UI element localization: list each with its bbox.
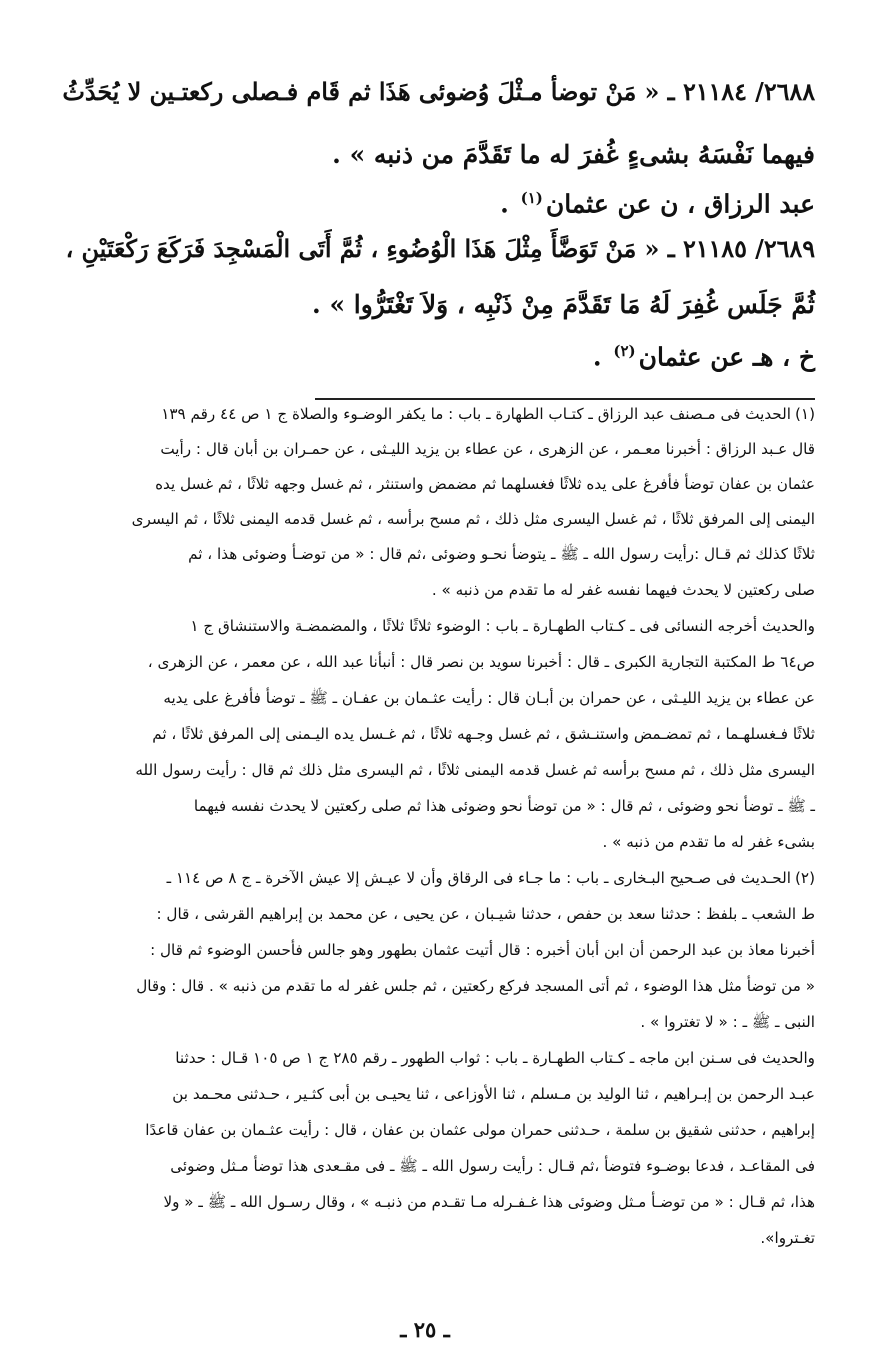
hadith-2689-source: خ ، هـ عن عثمان$^{(٢)}$ .: [592, 342, 815, 372]
footnote-line: أخبرنا معاذ بن عبد الرحمن أن ابن أبان أخبره : قال أتيت عثمان بطهور وهو جالس فأحسن الوضوء ثم قال :: [150, 941, 815, 959]
footnote-line: اليمنى إلى المرفق ثلاثًا ، ثم غسل اليسرى مثل ذلك ، ثم مسح برأسه ، ثم غسل قدمه اليمنى ثلاثًا ، ثم اليسرى: [131, 510, 815, 528]
footnote-line: ط الشعب ـ بلفظ : حدثنا سعد بن حفص ، حدثنا شيـبان ، عن يحيى ، عن محمد بن إبراهيم القرشى ، قال :: [156, 905, 815, 923]
hadith-2688-line-2: فيهما نَفْسَهُ بشىءٍ غُفرَ له ما تَقَدَّمَ من ذنبه » .: [332, 140, 815, 169]
hadith-2689-line-2: ثُمَّ جَلَس غُفِرَ لَهُ مَا تَقَدَّمَ مِنْ ذَنْبِه ، وَلاَ تَغْتَرُّوا » .: [312, 290, 815, 319]
footnote-line: فى المقاعـد ، فدعا بوضـوء فتوضأ ،ثم قـال : رأيت رسول الله ـ ﷺ ـ فى مقـعدى هذا توضأ مـثل وضوئى: [170, 1157, 815, 1175]
footnote-1-number: (١): [794, 405, 815, 423]
hadith-2689-source-text: خ ، هـ عن عثمان: [638, 342, 815, 372]
footnote-line: النبى ـ ﷺ ـ : « لا تغتروا » .: [640, 1013, 815, 1031]
footnote-line: والحديث أخرجه النسائى فى ـ كـتاب الطهـارة ـ باب : الوضوء ثلاثًا ثلاثًا ، والمضمضـة والاستنشاق ج ١: [190, 617, 815, 635]
footnote-separator: [315, 398, 815, 400]
footnote-1-line-1: [45, 405, 815, 424]
hadith-2688-source-text: عبد الرزاق ، ن عن عثمان: [545, 189, 815, 219]
footnote-line: ص٦٤ ط المكتبة التجارية الكبرى ـ قال : أخبرنا سويد بن نصر قال : أنبأنا عبد الله ، عن معمر ، عن الزهرى ،: [147, 653, 815, 671]
footnote-2-text: الحـديث فى صـحيح البـخارى ـ باب : ما جـاء فى الرقاق وأن لا عيـش إلا عيش الآخرة ـ ج ٨ ص ١١٤ ـ: [166, 869, 791, 887]
footnote-line: عبـد الرحمن بن إبـراهيم ، ثنا الوليد بن مـسلم ، ثنا الأوزاعى ، ثنا يحيـى بن أبى كثـير ، حـدثنى محـمد بن: [172, 1085, 815, 1103]
footnote-line: اليسرى مثل ذلك ، ثم مسح برأسه ثم غسل قدمه اليمنى ثلاثًا ، ثم اليسرى مثل ذلك ثم قال : رأيت رسول الله: [135, 761, 815, 779]
footnote-line: هذا، ثم قـال : « من توضـأ مـثل وضوئى هذا غـفـرله مـا تقـدم من ذنبـه » ، وقال رسـول الله ـ ﷺ ـ « ولا: [163, 1193, 815, 1211]
footnote-line: عثمان بن عفان توضأ فأفرغ على يده ثلاثًا فغسلهما ثم مضمض واستنثر ، ثم غسل وجهه ثلاثًا ، ثم غسل يده: [155, 475, 815, 493]
footnote-line: إبراهيم ، حدثنى شقيق بن سلمة ، حـدثنى حمران مولى عثمان بن عفان ، قال : رأيت عثـمان بن عفان قاعدًا: [145, 1121, 815, 1139]
footnote-line: قال عـبد الرزاق : أخبرنا معـمر ، عن الزهرى ، عن عطاء بن يزيد الليـثى ، عن حمـران بن أبان قال : رأيت: [160, 440, 815, 458]
footnote-line: ـ ﷺ ـ توضأ نحو وضوئى ، ثم قال : « من توضأ نحو وضوئى هذا ثم صلى ركعتين لا يحدث نفسه فيهما: [193, 797, 815, 815]
footnote-line: صلى ركعتين لا يحدث فيهما نفسه غفر له ما تقدم من ذنبه » .: [431, 581, 815, 599]
footnote-2-number: (٢): [794, 869, 815, 887]
hadith-2688-source: عبد الرزاق ، ن عن عثمان$^{(١)}$ .: [500, 189, 815, 219]
hadith-2689-line-1: ٢٦٨٩/ ٢١١٨٥ ـ « مَنْ تَوَضَّأَ مِثْلَ هَذَا الْوُضُوءِ ، ثُمَّ أَتَى الْمَسْجِدَ فَرَكَعَ رَكْعَتَيْنِ ،: [65, 235, 815, 263]
footnote-line: « من توضأ مثل هذا الوضوء ، ثم أتى المسجد فركع ركعتين ، ثم جلس غفر له ما تقدم من ذنبه » . قال : وقال: [136, 977, 815, 995]
footnote-line: عن عطاء بن يزيد الليـثى ، عن حمران بن أبـان قال : رأيت عثـمان بن عفـان ـ ﷺ ـ توضأ فأفرغ على يديه: [163, 689, 815, 707]
footnote-line: ثلاثًا كذلك ثم قـال :رأيت رسول الله ـ ﷺ ـ يتوضأ نحـو وضوئى ،ثم قال : « من توضـأ وضوئى هذا ، ثم: [188, 545, 815, 563]
hadith-2688-line-1: ٢٦٨٨/ ٢١١٨٤ ـ « مَنْ توضأ مـثْلَ وُضوئى هَذَا ثم قَام فـصلى ركعتـين لا يُحَدِّثُ: [62, 78, 815, 106]
footnote-ref-2: (٢): [613, 342, 636, 360]
footnote-1-text: الحديث فى مـصنف عبد الرزاق ـ كتـاب الطهارة ـ باب : ما يكفر الوضـوء والصلاة ج ١ ص ٤٤ رقم ١٣٩: [161, 405, 791, 423]
footnote-line: ثلاثًا فـغسلهـما ، ثم تمضـمض واستنـشق ، ثم غسل وجـهه ثلاثًا ، ثم غـسل يده اليـمنى إلى المرفق ثلاثًا ، ثم: [152, 725, 815, 743]
footnote-line: بشىء غفر له ما تقدم من ذنبه » .: [602, 833, 815, 851]
footnote-2-line-1: [45, 869, 815, 888]
page-number: ـ ٢٥ ـ: [400, 1317, 450, 1342]
footnote-line: تغـتروا».: [760, 1229, 815, 1247]
footnote-line: والحديث فى سـنن ابن ماجه ـ كـتاب الطهـارة ـ باب : ثواب الطهور ـ رقم ٢٨٥ ج ١ ص ١٠٥ قـال : حدثنا: [175, 1049, 815, 1067]
footnote-ref-1: (١): [520, 189, 543, 207]
